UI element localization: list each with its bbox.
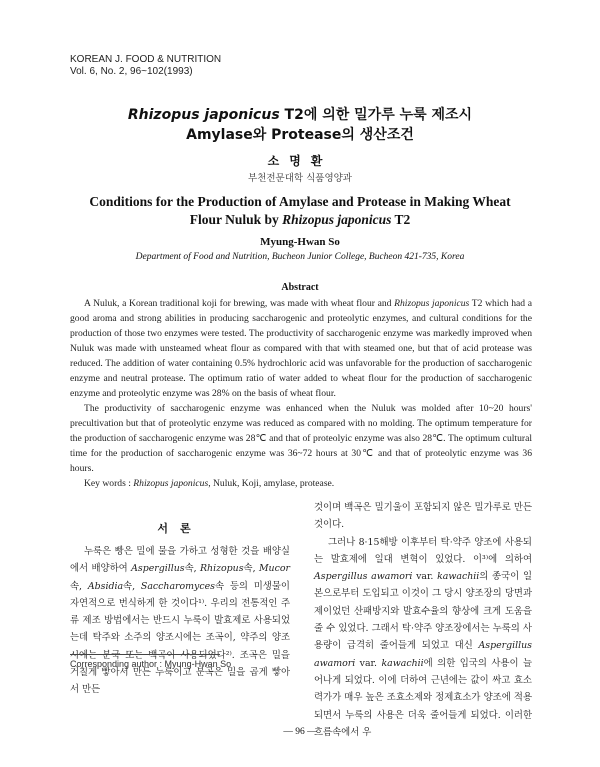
korean-affiliation: 부천전문대학 식품영양과 [248,173,352,184]
english-title-line2-post: T2 [391,212,411,227]
left-text-a: 누룩은 빵은 밀에 물을 가하고 성형한 것을 배양실에서 배양하여 [70,546,290,575]
variety-kawachii-2: kawachii [381,657,424,669]
english-title-line2 [0,212,600,228]
right-text-b: var. [412,571,438,583]
abstract-paragraph-2: The productivity of saccharogenic enzyme was enhanced when the Nuluk was molded after 10~20 hours' precultivation but that of proteolytic enzyme was reduced as compared with no molding. The optimum temperature for the production of saccharogenic enzyme was 28℃ and that of proteolyic enzyme was also 28℃. The optimum cultural time for the production of saccharogenic enzyme was 36~72 hours at 30℃ and that of proteolytic enzyme was 36 hours. [70,403,532,474]
korean-title-line2: Amylase와 Protease의 생산조건 [186,127,414,143]
right-text-d: var. [355,657,382,669]
right-column [314,499,532,741]
english-author: Myung-Hwan So [260,236,340,248]
keywords [70,476,532,491]
abstract-body [70,296,532,491]
species-aspergillus-awamori-2: Aspergillus awamori [314,640,532,669]
right-column-paragraph-0: 것이며 백곡은 밀기울이 포함되지 않은 밀가루로 만든 것이다. [314,502,532,531]
left-text-e: 속, [123,580,141,592]
english-title-organism: Rhizopus japonicus [282,212,392,227]
keywords-label: Key words : [84,478,134,489]
species-aspergillus-awamori-1: Aspergillus awamori [314,571,413,583]
genus-absidia: Absidia [87,580,124,592]
footnote-divider [70,654,220,655]
genus-saccharomyces: Saccharomyces [140,580,215,592]
right-column-paragraph-1 [314,534,532,742]
journal-name: KOREAN J. FOOD & NUTRITION [70,54,222,65]
genus-aspergillus: Aspergillus [131,563,185,575]
english-title-line2-pre: Flour Nuluk by [189,212,283,227]
right-text-e: 에 의한 입국의 사용이 늘어나게 되었다. 이에 더하여 근년에는 값이 싸고 효소력가가 매우 높은 조효소제와 정제효소가 양조에 적용되면서 누룩의 사용은 더욱 줄어들게 되었다. 이러한 흐름속에서 우 [314,657,533,738]
korean-title-line1-rest: T2에 의한 밀가루 누룩 제조시 [279,107,473,123]
left-text-b: 속, [184,563,200,575]
abstract-heading: Abstract [281,282,319,293]
left-column-paragraph [70,543,290,699]
left-text-c: 속, [243,563,259,575]
right-text-c: 의 종국이 일본으로부터 도입되고 이것이 그 당시 양조장의 당면과제이었던 산패방지와 발효수율의 향상에 크게 도움을 줄 수 있었다. 그래서 탁·약주 양조장에서는 누룩의 사용량이 급격히 줄어들게 되었고 대신 [314,571,532,652]
journal-volume: Vol. 6, No. 2, 96~102(1993) [70,66,193,77]
korean-author: 소명환 [267,154,333,168]
corresponding-author-footnote: Corresponding author : Myung-Hwan So [70,659,232,669]
genus-mucor: Mucor [258,563,290,575]
genus-rhizopus: Rhizopus [200,563,244,575]
abstract-p1-text-a: A Nuluk, a Korean traditional koji for brewing, was made with wheat flour and [84,298,395,309]
left-text-d: 속, [70,580,88,592]
abstract-p1-text-b: T2 which had a good aroma and strong abilities in producing saccharogenic and proteolytic enzymes, and cultural conditions for the production of those two enzymes were tested. The productivity of saccharogenic enzyme was markedly improved when Nuluk was made with unsteamed wheat flour as compared with that with steamed one, but that of acid protease was reduced. The addition of water containing 0.5% hydrochloric acid was unfavorable for the production of saccharogenic enzyme and neutral protease. The optimum ratio of water added to wheat flour for the production of saccharogenic enzyme and proteolytic enzyme was 28% on the basis of wheat flour. [70,298,532,399]
keywords-list: , Nuluk, Koji, amylase, protease. [208,478,335,489]
page-number: — 96 — [283,727,317,737]
english-affiliation: Department of Food and Nutrition, Bucheon Junior College, Bucheon 421-735, Korea [135,252,465,262]
variety-kawachii-1: kawachii [437,571,480,583]
journal-header [70,54,221,78]
right-text-a: 그러나 8·15해방 이후부터 탁·약주 양조에 사용되는 발효제에 일대 변혁이 있었다. 이³⁾에 의하여 [314,536,532,565]
english-title-line1: Conditions for the Production of Amylase and Protease in Making Wheat [89,194,511,209]
keywords-organism: Rhizopus japonicus [133,478,209,489]
abstract-p1-organism: Rhizopus japonicus [394,298,470,309]
left-text-f: 속 등의 미생물이 자연적으로 번식하게 한 것이다¹⁾. 우리의 전통적인 주류 제조 방법에서는 반드시 누룩이 발효제로 사용되었는데 탁주와 소주의 양조시에는 조곡이, 약주의 양조시에는 분국 또는 백곡이 사용되었다²⁾. 조곡은 밀을 거칠게 빻아서 만든 누룩이고 분곡은 밀을 곱게 빻아서 만든 [70,580,290,696]
korean-title-organism: Rhizopus japonicus [127,107,280,123]
left-column [70,543,290,699]
abstract-paragraph-1 [70,296,532,401]
korean-title-line1 [0,104,600,124]
section-heading-introduction: 서론 [157,522,203,535]
